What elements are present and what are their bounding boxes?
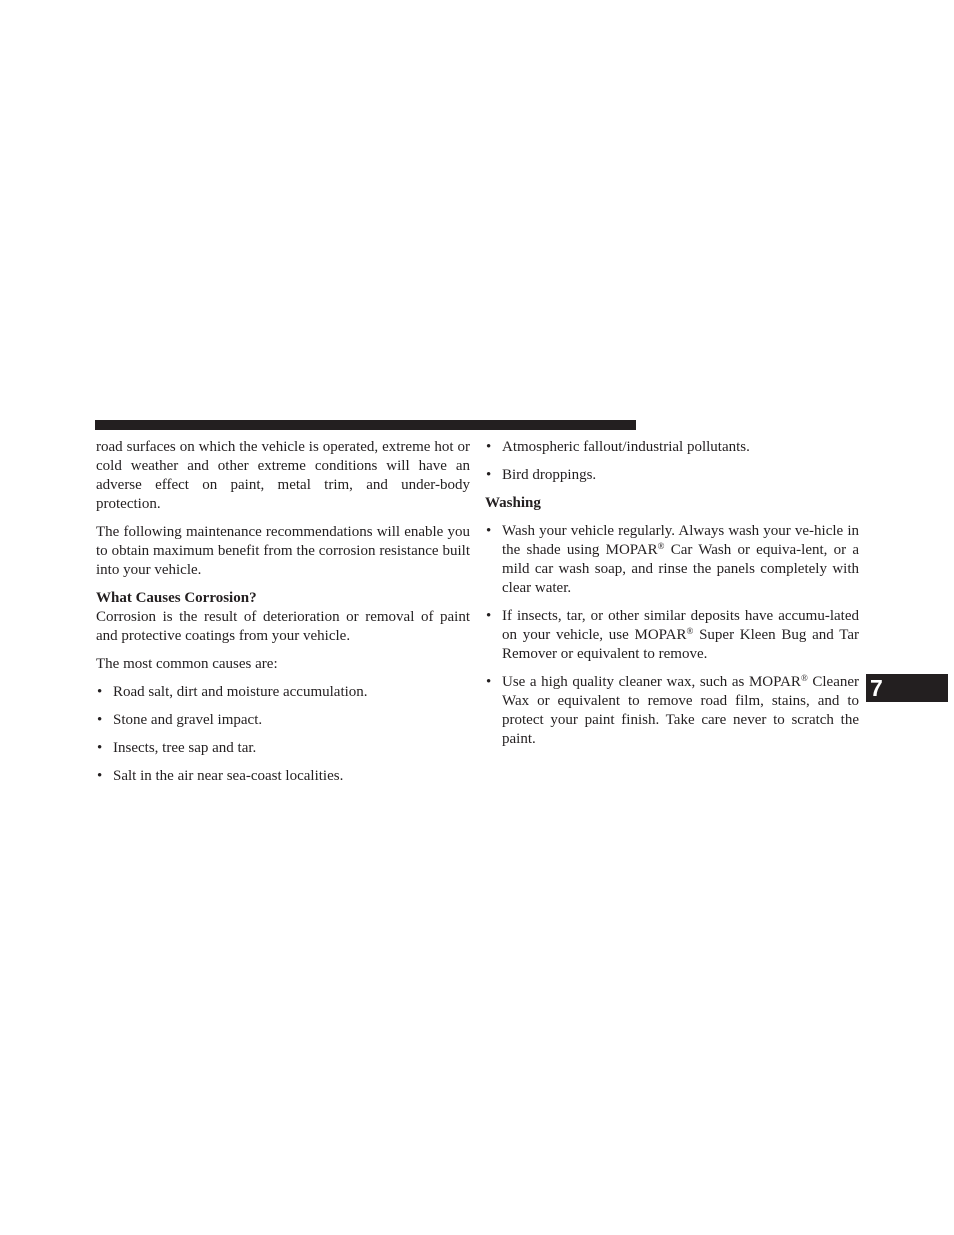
- heading-washing: Washing: [485, 495, 541, 511]
- list-item-text: Wash your vehicle regularly. Always wash your ve-hicle in the shade using MOPAR: [502, 523, 859, 558]
- bullet-icon: •: [97, 740, 103, 756]
- causes-list-continued: [485, 438, 859, 485]
- bullet-icon: •: [486, 608, 492, 624]
- paragraph-continuation: road surfaces on which the vehicle is operated, extreme hot or cold weather and other extreme conditions will have an adverse effect on paint, metal trim, and under-body protection.: [96, 439, 470, 512]
- registered-mark: ®: [800, 673, 808, 683]
- bullet-icon: •: [486, 523, 492, 539]
- list-item-text: Cleaner Wax or equivalent to remove road film, stains, and to protect your paint finish. Take care never to scratch the paint.: [502, 674, 859, 747]
- list-item: [96, 767, 470, 786]
- paragraph-corrosion: Corrosion is the result of deterioration or removal of paint and protective coatings from your vehicle.: [96, 609, 470, 644]
- washing-list: [485, 522, 859, 749]
- bullet-icon: •: [486, 674, 492, 690]
- paragraph-common-causes: The most common causes are:: [96, 656, 278, 672]
- list-item-text: Atmospheric fallout/industrial pollutants.: [502, 439, 750, 455]
- left-column: [96, 438, 470, 795]
- list-item-text: Super Kleen Bug and Tar Remover or equivalent to remove.: [502, 627, 859, 662]
- list-item-text: Use a high quality cleaner wax, such as MOPAR: [502, 674, 801, 690]
- list-item: [485, 673, 859, 749]
- list-item: [485, 438, 859, 457]
- list-item: [485, 466, 859, 485]
- bullet-icon: •: [97, 768, 103, 784]
- registered-mark: ®: [657, 541, 665, 551]
- bullet-icon: •: [486, 439, 492, 455]
- heading-what-causes-corrosion: What Causes Corrosion?: [96, 590, 257, 606]
- list-item-text: Stone and gravel impact.: [113, 712, 263, 728]
- list-item-text: Bird droppings.: [502, 467, 597, 483]
- bullet-icon: •: [486, 467, 492, 483]
- list-item-text: If insects, tar, or other similar deposits have accumu-lated on your vehicle, use MOPAR: [502, 608, 859, 643]
- list-item: [96, 711, 470, 730]
- header-rule: [95, 420, 636, 430]
- list-item: [485, 607, 859, 664]
- list-item-text: Insects, tree sap and tar.: [113, 740, 257, 756]
- bullet-icon: •: [97, 684, 103, 700]
- section-number: 7: [870, 675, 883, 701]
- list-item: [96, 683, 470, 702]
- list-item-text: Road salt, dirt and moisture accumulation.: [113, 684, 368, 700]
- registered-mark: ®: [686, 626, 694, 636]
- section-tab: [866, 674, 948, 702]
- paragraph-maintenance: The following maintenance recommendations will enable you to obtain maximum benefit from the corrosion resistance built into your vehicle.: [96, 524, 470, 578]
- causes-list: [96, 683, 470, 786]
- list-item-text: Car Wash or equiva-lent, or a mild car wash soap, and rinse the panels completely with clear water.: [502, 542, 859, 596]
- right-column: [485, 438, 859, 758]
- list-item: [485, 522, 859, 598]
- list-item: [96, 739, 470, 758]
- list-item-text: Salt in the air near sea-coast localities.: [113, 768, 344, 784]
- bullet-icon: •: [97, 712, 103, 728]
